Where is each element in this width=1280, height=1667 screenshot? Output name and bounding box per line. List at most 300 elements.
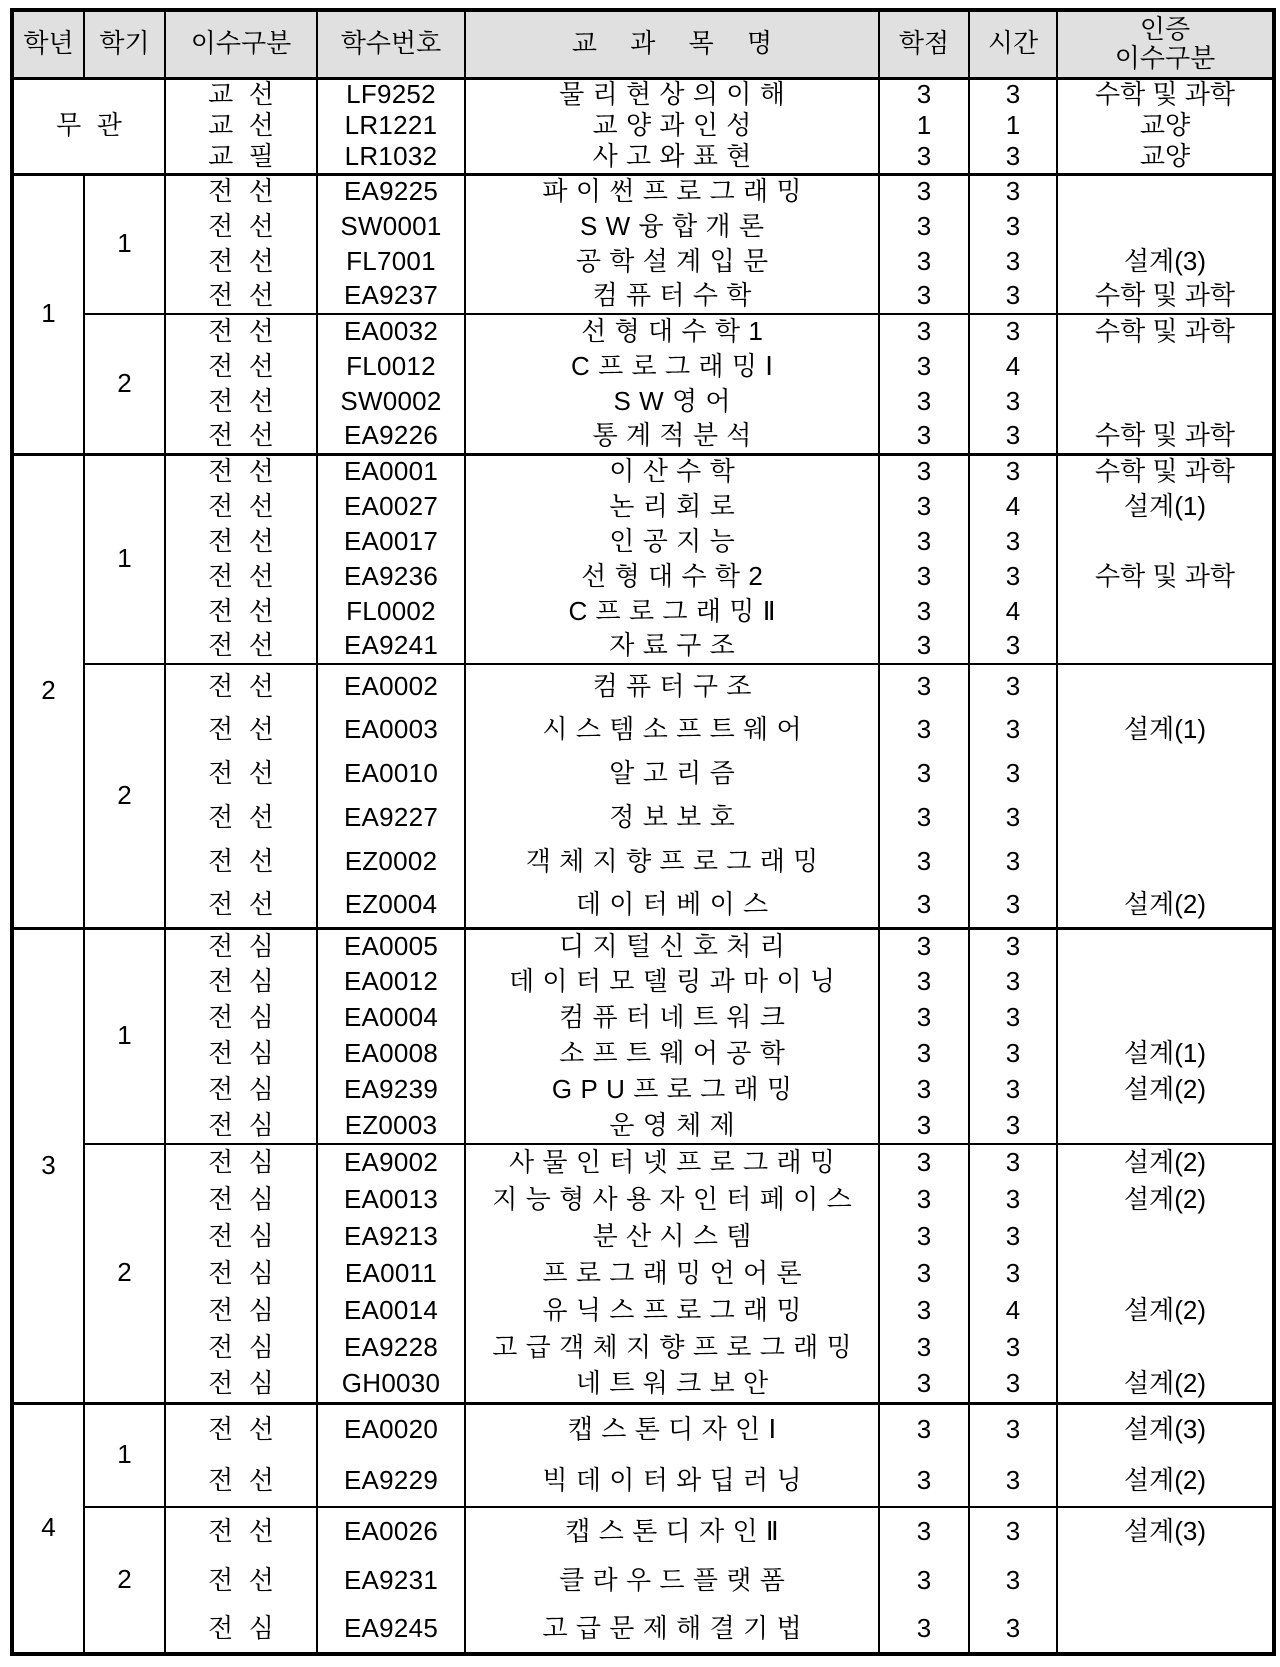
course-name-cell: 데이터모델링과마이닝	[465, 964, 879, 1000]
course-type-cell: 전심	[165, 1108, 317, 1144]
credits-cell: 3	[879, 489, 969, 524]
course-code-cell: EA9002	[317, 1144, 465, 1181]
course-type-cell: 전선	[165, 349, 317, 384]
hours-cell: 3	[969, 884, 1057, 928]
credits-cell: 3	[879, 594, 969, 629]
credits-cell: 3	[879, 1329, 969, 1366]
cert-type-cell	[1057, 840, 1274, 884]
credits-cell: 3	[879, 314, 969, 349]
course-code-cell: EA0027	[317, 489, 465, 524]
col-header-hours: 시간	[969, 10, 1057, 78]
course-name-cell: C프로그래밍Ⅱ	[465, 594, 879, 629]
course-row	[12, 454, 1274, 489]
course-type-cell: 전선	[165, 314, 317, 349]
course-row	[12, 664, 1274, 708]
hours-cell: 3	[969, 419, 1057, 454]
course-name-cell: 교양과인성	[465, 110, 879, 142]
hours-cell: 3	[969, 752, 1057, 796]
course-type-cell: 전선	[165, 384, 317, 419]
course-name-cell: 고급문제해결기법	[465, 1605, 879, 1654]
course-name-cell: 컴퓨터구조	[465, 664, 879, 708]
course-code-cell: EA0005	[317, 928, 465, 964]
course-code-cell: EA0017	[317, 524, 465, 559]
course-code-cell: EA9241	[317, 629, 465, 664]
course-type-cell: 전심	[165, 1292, 317, 1329]
hours-cell: 3	[969, 1403, 1057, 1455]
course-code-cell: EA9229	[317, 1455, 465, 1507]
hours-cell: 3	[969, 454, 1057, 489]
credits-cell: 3	[879, 349, 969, 384]
credits-cell: 3	[879, 1218, 969, 1255]
course-name-cell: 캡스톤디자인Ⅰ	[465, 1403, 879, 1455]
year-cell: 무관	[12, 78, 165, 174]
year-cell: 2	[12, 454, 84, 928]
course-row	[12, 489, 1274, 524]
course-type-cell: 전심	[165, 1366, 317, 1403]
course-type-cell: 전선	[165, 1455, 317, 1507]
course-row	[12, 1144, 1274, 1181]
course-name-cell: 정보보호	[465, 796, 879, 840]
course-name-cell: SW융합개론	[465, 209, 879, 244]
credits-cell: 3	[879, 964, 969, 1000]
cert-type-cell: 수학 및 과학	[1057, 78, 1274, 110]
cert-type-cell	[1057, 796, 1274, 840]
course-row	[12, 964, 1274, 1000]
hours-cell: 3	[969, 1218, 1057, 1255]
credits-cell: 3	[879, 524, 969, 559]
course-type-cell: 전선	[165, 594, 317, 629]
cert-type-cell	[1057, 1108, 1274, 1144]
course-code-cell: EA9213	[317, 1218, 465, 1255]
course-row	[12, 594, 1274, 629]
credits-cell: 3	[879, 1403, 969, 1455]
course-type-cell: 전선	[165, 489, 317, 524]
hours-cell: 3	[969, 708, 1057, 752]
course-code-cell: LF9252	[317, 78, 465, 110]
course-row	[12, 384, 1274, 419]
cert-type-cell: 교양	[1057, 142, 1274, 174]
semester-cell: 2	[84, 664, 165, 928]
course-type-cell: 전선	[165, 664, 317, 708]
credits-cell: 3	[879, 1366, 969, 1403]
year-cell: 4	[12, 1403, 84, 1654]
credits-cell: 3	[879, 1144, 969, 1181]
course-code-cell: EA0008	[317, 1036, 465, 1072]
hours-cell: 3	[969, 1455, 1057, 1507]
course-type-cell: 전선	[165, 279, 317, 314]
course-name-cell: GPU프로그래밍	[465, 1072, 879, 1108]
credits-cell: 3	[879, 559, 969, 594]
course-name-cell: 공학설계입문	[465, 244, 879, 279]
course-type-cell: 전선	[165, 1403, 317, 1455]
col-header-course-code: 학수번호	[317, 10, 465, 78]
credits-cell: 3	[879, 78, 969, 110]
course-type-cell: 교선	[165, 110, 317, 142]
col-header-year: 학년	[12, 10, 84, 78]
credits-cell: 3	[879, 840, 969, 884]
course-name-cell: 운영체제	[465, 1108, 879, 1144]
course-name-cell: 파이썬프로그래밍	[465, 174, 879, 209]
cert-type-cell	[1057, 209, 1274, 244]
cert-type-cell	[1057, 928, 1274, 964]
credits-cell: 3	[879, 1455, 969, 1507]
credits-cell: 3	[879, 419, 969, 454]
hours-cell: 4	[969, 349, 1057, 384]
cert-type-cell	[1057, 384, 1274, 419]
credits-cell: 3	[879, 1108, 969, 1144]
course-row	[12, 1329, 1274, 1366]
course-code-cell: EZ0003	[317, 1108, 465, 1144]
col-header-course-name: 교 과 목 명	[465, 10, 879, 78]
course-name-cell: 캡스톤디자인Ⅱ	[465, 1507, 879, 1556]
course-row	[12, 174, 1274, 209]
course-type-cell: 전선	[165, 559, 317, 594]
course-code-cell: EZ0004	[317, 884, 465, 928]
hours-cell: 3	[969, 928, 1057, 964]
course-row	[12, 1366, 1274, 1403]
course-code-cell: EA0011	[317, 1255, 465, 1292]
curriculum-table	[10, 8, 1276, 1656]
cert-type-cell	[1057, 964, 1274, 1000]
credits-cell: 1	[879, 110, 969, 142]
hours-cell: 3	[969, 664, 1057, 708]
course-code-cell: FL0012	[317, 349, 465, 384]
course-code-cell: EA9231	[317, 1556, 465, 1605]
course-name-cell: 분산시스템	[465, 1218, 879, 1255]
course-row	[12, 1556, 1274, 1605]
course-code-cell: SW0002	[317, 384, 465, 419]
credits-cell: 3	[879, 174, 969, 209]
course-name-cell: 소프트웨어공학	[465, 1036, 879, 1072]
course-row	[12, 1036, 1274, 1072]
course-type-cell: 전심	[165, 1329, 317, 1366]
course-type-cell: 전심	[165, 1255, 317, 1292]
course-row	[12, 629, 1274, 664]
cert-type-cell	[1057, 349, 1274, 384]
credits-cell: 3	[879, 1072, 969, 1108]
hours-cell: 3	[969, 78, 1057, 110]
course-code-cell: EA0026	[317, 1507, 465, 1556]
course-code-cell: FL0002	[317, 594, 465, 629]
credits-cell: 3	[879, 1556, 969, 1605]
credits-cell: 3	[879, 884, 969, 928]
course-row	[12, 884, 1274, 928]
course-code-cell: EA0010	[317, 752, 465, 796]
course-code-cell: EA0032	[317, 314, 465, 349]
cert-type-cell: 설계(1)	[1057, 1036, 1274, 1072]
cert-type-cell: 설계(1)	[1057, 708, 1274, 752]
course-name-cell: 사물인터넷프로그래밍	[465, 1144, 879, 1181]
course-type-cell: 전선	[165, 840, 317, 884]
course-type-cell: 전심	[165, 1036, 317, 1072]
credits-cell: 3	[879, 708, 969, 752]
hours-cell: 3	[969, 1507, 1057, 1556]
cert-type-cell	[1057, 752, 1274, 796]
hours-cell: 3	[969, 1181, 1057, 1218]
hours-cell: 3	[969, 1366, 1057, 1403]
course-type-cell: 전심	[165, 964, 317, 1000]
cert-type-cell: 설계(2)	[1057, 1181, 1274, 1218]
course-type-cell: 교필	[165, 142, 317, 174]
course-row	[12, 110, 1274, 142]
col-header-cert-type: 인증 이수구분	[1057, 10, 1274, 78]
hours-cell: 3	[969, 384, 1057, 419]
cert-type-cell: 설계(2)	[1057, 884, 1274, 928]
course-code-cell: EA9236	[317, 559, 465, 594]
course-code-cell: LR1221	[317, 110, 465, 142]
course-name-cell: 자료구조	[465, 629, 879, 664]
cert-type-cell	[1057, 594, 1274, 629]
course-type-cell: 전심	[165, 1181, 317, 1218]
course-name-cell: 통계적분석	[465, 419, 879, 454]
hours-cell: 3	[969, 1108, 1057, 1144]
course-name-cell: 사고와표현	[465, 142, 879, 174]
course-code-cell: EA0014	[317, 1292, 465, 1329]
course-row	[12, 559, 1274, 594]
semester-cell: 1	[84, 174, 165, 314]
course-code-cell: EA9239	[317, 1072, 465, 1108]
cert-type-cell: 설계(3)	[1057, 1403, 1274, 1455]
course-row	[12, 349, 1274, 384]
course-name-cell: 선형대수학1	[465, 314, 879, 349]
cert-type-cell	[1057, 1605, 1274, 1654]
hours-cell: 3	[969, 796, 1057, 840]
course-type-cell: 전선	[165, 752, 317, 796]
course-code-cell: GH0030	[317, 1366, 465, 1403]
course-name-cell: 디지털신호처리	[465, 928, 879, 964]
hours-cell: 3	[969, 559, 1057, 594]
course-row	[12, 314, 1274, 349]
course-row	[12, 244, 1274, 279]
course-row	[12, 209, 1274, 244]
course-row	[12, 708, 1274, 752]
course-type-cell: 전심	[165, 1144, 317, 1181]
hours-cell: 4	[969, 1292, 1057, 1329]
course-row	[12, 142, 1274, 174]
header-row	[12, 10, 1274, 78]
course-name-cell: 프로그래밍언어론	[465, 1255, 879, 1292]
hours-cell: 3	[969, 1072, 1057, 1108]
credits-cell: 3	[879, 1000, 969, 1036]
hours-cell: 3	[969, 1255, 1057, 1292]
cert-type-cell: 설계(3)	[1057, 1507, 1274, 1556]
hours-cell: 3	[969, 1329, 1057, 1366]
hours-cell: 1	[969, 110, 1057, 142]
cert-type-cell: 수학 및 과학	[1057, 314, 1274, 349]
year-cell: 3	[12, 928, 84, 1403]
cert-type-cell	[1057, 629, 1274, 664]
credits-cell: 3	[879, 796, 969, 840]
course-name-cell: SW영어	[465, 384, 879, 419]
course-type-cell: 전선	[165, 524, 317, 559]
course-name-cell: 알고리즘	[465, 752, 879, 796]
credits-cell: 3	[879, 454, 969, 489]
course-row	[12, 1403, 1274, 1455]
credits-cell: 3	[879, 664, 969, 708]
course-row	[12, 279, 1274, 314]
credits-cell: 3	[879, 752, 969, 796]
hours-cell: 3	[969, 964, 1057, 1000]
course-name-cell: 객체지향프로그래밍	[465, 840, 879, 884]
course-code-cell: LR1032	[317, 142, 465, 174]
credits-cell: 3	[879, 1181, 969, 1218]
hours-cell: 3	[969, 279, 1057, 314]
credits-cell: 3	[879, 244, 969, 279]
course-name-cell: 컴퓨터네트워크	[465, 1000, 879, 1036]
course-code-cell: EA9227	[317, 796, 465, 840]
col-header-semester: 학기	[84, 10, 165, 78]
cert-type-cell	[1057, 524, 1274, 559]
course-name-cell: C프로그래밍Ⅰ	[465, 349, 879, 384]
course-row	[12, 1108, 1274, 1144]
course-type-cell: 전선	[165, 1556, 317, 1605]
course-code-cell: EA0020	[317, 1403, 465, 1455]
course-code-cell: EA9226	[317, 419, 465, 454]
course-type-cell: 전선	[165, 244, 317, 279]
course-type-cell: 전심	[165, 1072, 317, 1108]
course-code-cell: FL7001	[317, 244, 465, 279]
course-row	[12, 1218, 1274, 1255]
course-name-cell: 컴퓨터수학	[465, 279, 879, 314]
course-row	[12, 78, 1274, 110]
cert-type-cell	[1057, 1556, 1274, 1605]
course-code-cell: EA0001	[317, 454, 465, 489]
course-row	[12, 1000, 1274, 1036]
curriculum-table-body	[12, 78, 1274, 1654]
hours-cell: 3	[969, 1556, 1057, 1605]
cert-type-cell	[1057, 1255, 1274, 1292]
course-code-cell: EA0012	[317, 964, 465, 1000]
course-name-cell: 이산수학	[465, 454, 879, 489]
hours-cell: 3	[969, 1000, 1057, 1036]
credits-cell: 3	[879, 1605, 969, 1654]
course-name-cell: 지능형사용자인터페이스	[465, 1181, 879, 1218]
semester-cell: 1	[84, 928, 165, 1144]
course-name-cell: 인공지능	[465, 524, 879, 559]
credits-cell: 3	[879, 1292, 969, 1329]
course-code-cell: EA9245	[317, 1605, 465, 1654]
course-row	[12, 796, 1274, 840]
cert-type-cell	[1057, 1000, 1274, 1036]
course-row	[12, 1605, 1274, 1654]
hours-cell: 4	[969, 489, 1057, 524]
cert-type-cell: 설계(3)	[1057, 244, 1274, 279]
hours-cell: 3	[969, 629, 1057, 664]
credits-cell: 3	[879, 209, 969, 244]
course-type-cell: 전심	[165, 1000, 317, 1036]
year-cell: 1	[12, 174, 84, 454]
hours-cell: 3	[969, 174, 1057, 209]
course-type-cell: 전심	[165, 928, 317, 964]
hours-cell: 3	[969, 314, 1057, 349]
course-row	[12, 1507, 1274, 1556]
course-code-cell: SW0001	[317, 209, 465, 244]
credits-cell: 3	[879, 1036, 969, 1072]
semester-cell: 2	[84, 1507, 165, 1654]
course-code-cell: EA9228	[317, 1329, 465, 1366]
course-type-cell: 전심	[165, 1218, 317, 1255]
course-type-cell: 교선	[165, 78, 317, 110]
course-row	[12, 1072, 1274, 1108]
course-code-cell: EA0002	[317, 664, 465, 708]
course-type-cell: 전선	[165, 209, 317, 244]
hours-cell: 3	[969, 1144, 1057, 1181]
course-name-cell: 유닉스프로그래밍	[465, 1292, 879, 1329]
course-type-cell: 전심	[165, 1605, 317, 1654]
course-type-cell: 전선	[165, 174, 317, 209]
semester-cell: 1	[84, 454, 165, 664]
col-header-credits: 학점	[879, 10, 969, 78]
credits-cell: 3	[879, 142, 969, 174]
hours-cell: 3	[969, 1605, 1057, 1654]
course-name-cell: 시스템소프트웨어	[465, 708, 879, 752]
credits-cell: 3	[879, 928, 969, 964]
course-name-cell: 선형대수학2	[465, 559, 879, 594]
cert-type-cell: 수학 및 과학	[1057, 454, 1274, 489]
course-name-cell: 논리회로	[465, 489, 879, 524]
credits-cell: 3	[879, 384, 969, 419]
semester-cell: 2	[84, 1144, 165, 1403]
semester-cell: 1	[84, 1403, 165, 1507]
semester-cell: 2	[84, 314, 165, 454]
hours-cell: 3	[969, 1036, 1057, 1072]
course-row	[12, 524, 1274, 559]
cert-type-cell: 수학 및 과학	[1057, 419, 1274, 454]
col-header-course-type: 이수구분	[165, 10, 317, 78]
hours-cell: 3	[969, 840, 1057, 884]
course-type-cell: 전선	[165, 454, 317, 489]
hours-cell: 3	[969, 244, 1057, 279]
credits-cell: 3	[879, 1507, 969, 1556]
course-type-cell: 전선	[165, 629, 317, 664]
cert-type-cell: 수학 및 과학	[1057, 559, 1274, 594]
course-code-cell: EA0004	[317, 1000, 465, 1036]
cert-type-cell: 교양	[1057, 110, 1274, 142]
cert-type-cell	[1057, 664, 1274, 708]
course-row	[12, 928, 1274, 964]
course-code-cell: EA9237	[317, 279, 465, 314]
cert-type-cell: 설계(2)	[1057, 1366, 1274, 1403]
course-row	[12, 1292, 1274, 1329]
cert-type-cell	[1057, 174, 1274, 209]
hours-cell: 4	[969, 594, 1057, 629]
course-row	[12, 419, 1274, 454]
credits-cell: 3	[879, 1255, 969, 1292]
cert-type-cell: 수학 및 과학	[1057, 279, 1274, 314]
hours-cell: 3	[969, 142, 1057, 174]
course-row	[12, 1455, 1274, 1507]
course-row	[12, 840, 1274, 884]
course-name-cell: 데이터베이스	[465, 884, 879, 928]
course-row	[12, 752, 1274, 796]
course-type-cell: 전선	[165, 1507, 317, 1556]
cert-type-cell: 설계(2)	[1057, 1292, 1274, 1329]
hours-cell: 3	[969, 209, 1057, 244]
course-type-cell: 전선	[165, 419, 317, 454]
cert-type-cell: 설계(1)	[1057, 489, 1274, 524]
cert-type-cell	[1057, 1329, 1274, 1366]
hours-cell: 3	[969, 524, 1057, 559]
course-row	[12, 1181, 1274, 1218]
course-row	[12, 1255, 1274, 1292]
course-type-cell: 전선	[165, 796, 317, 840]
course-name-cell: 클라우드플랫폼	[465, 1556, 879, 1605]
course-name-cell: 빅데이터와딥러닝	[465, 1455, 879, 1507]
cert-type-cell: 설계(2)	[1057, 1072, 1274, 1108]
course-code-cell: EA9225	[317, 174, 465, 209]
course-name-cell: 네트워크보안	[465, 1366, 879, 1403]
course-code-cell: EA0003	[317, 708, 465, 752]
